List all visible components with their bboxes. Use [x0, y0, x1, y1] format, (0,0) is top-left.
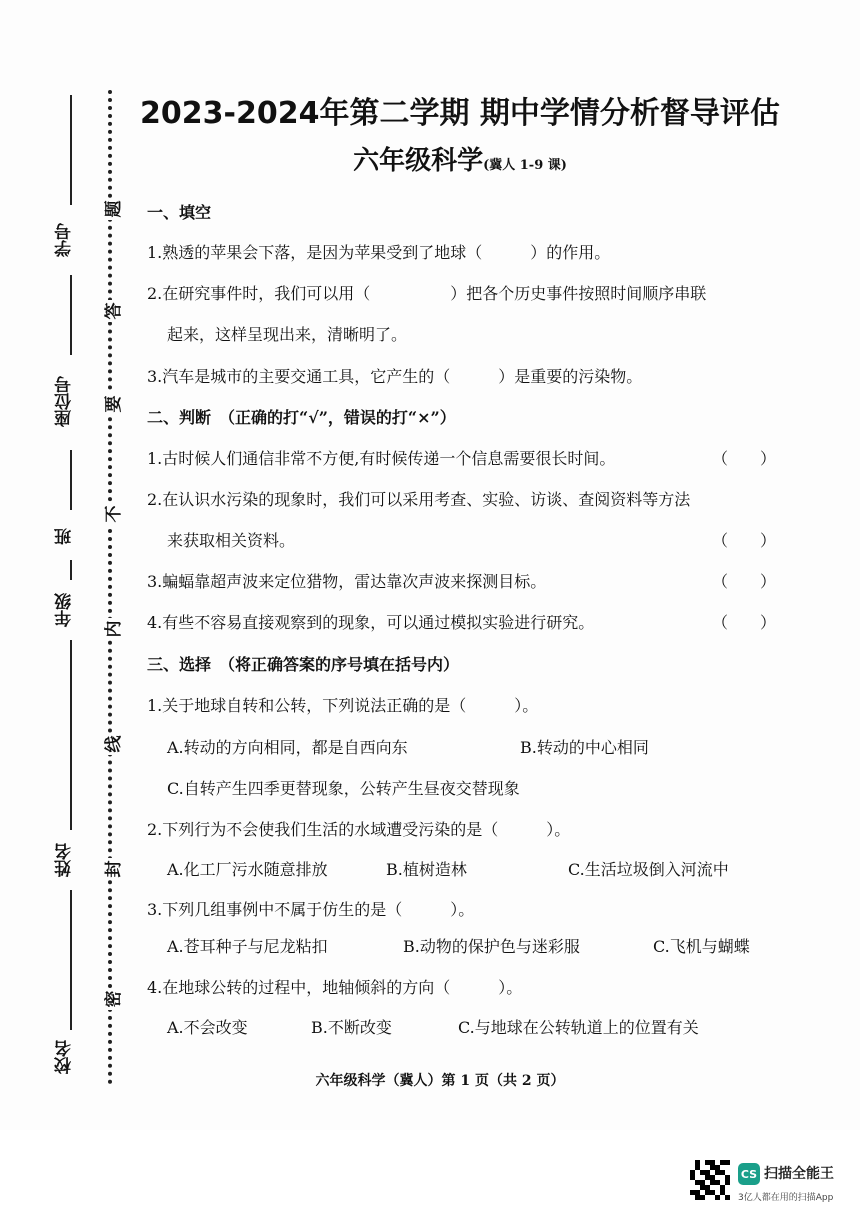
seat-no-label: 座位号	[55, 376, 75, 428]
seal-char: 线	[100, 733, 122, 755]
grade-label: 年级	[55, 593, 75, 627]
exam-title: 2023-2024年第二学期 期中学情分析督导评估	[140, 96, 780, 131]
seal-char: 封	[100, 858, 122, 880]
school-line	[70, 890, 72, 1030]
option-text: C.生活垃圾倒入河流中	[568, 860, 729, 879]
option-text: A.苍耳种子与尼龙粘扣	[167, 937, 328, 956]
class-line-bottom	[70, 560, 72, 580]
qr-code-icon	[690, 1160, 730, 1200]
seal-char: 密	[100, 988, 122, 1010]
student-no-label: 学号	[55, 223, 75, 257]
question-line: 1.古时候人们通信非常不方便,有时候传递一个信息需要很长时间。	[147, 449, 616, 468]
option-text: B.不断改变	[311, 1018, 392, 1037]
page-footer: 六年级科学（冀人）第 1 页（共 2 页）	[315, 1073, 565, 1089]
class-line-top	[70, 450, 72, 510]
seal-char: 内	[100, 618, 122, 640]
class-label: 班	[55, 528, 75, 546]
subject-name: 六年级科学	[353, 146, 484, 176]
section-heading: 二、判断 （正确的打“√”，错误的打“×”）	[147, 408, 456, 427]
option-text: C.飞机与蝴蝶	[653, 937, 750, 956]
question-line: 1.关于地球自转和公转，下列说法正确的是（ ）。	[147, 696, 539, 715]
section-heading: 三、选择 （将正确答案的序号填在括号内）	[147, 655, 460, 674]
student-no-line	[70, 95, 72, 205]
question-line: 2.在研究事件时，我们可以用（ ）把各个历史事件按照时间顺序串联	[147, 284, 707, 303]
question-line: 4.在地球公转的过程中，地轴倾斜的方向（ ）。	[147, 978, 523, 997]
answer-parentheses: （ ）	[712, 449, 777, 468]
option-text: B.转动的中心相同	[520, 738, 649, 757]
option-text: C.自转产生四季更替现象，公转产生昼夜交替现象	[167, 779, 520, 798]
exam-subtitle	[140, 140, 780, 177]
question-line: 3.下列几组事例中不属于仿生的是（ ）。	[147, 900, 475, 919]
option-text: B.动物的保护色与迷彩服	[403, 937, 580, 956]
question-line: 3.汽车是城市的主要交通工具，它产生的（ ）是重要的污染物。	[147, 367, 643, 386]
section-heading: 一、填空	[147, 203, 212, 222]
binding-strip	[0, 0, 135, 1100]
seal-char: 要	[100, 393, 122, 415]
question-line: 4.有些不容易直接观察到的现象，可以通过模拟实验进行研究。	[147, 613, 595, 632]
question-line: 2.下列行为不会使我们生活的水域遭受污染的是（ ）。	[147, 820, 571, 839]
question-line: 3.蝙蝠靠超声波来定位猎物，雷达靠次声波来探测目标。	[147, 572, 547, 591]
seal-char: 题	[100, 198, 122, 220]
seal-char: 不	[100, 503, 122, 525]
option-text: A.不会改变	[167, 1018, 248, 1037]
option-text: B.植树造林	[386, 860, 467, 879]
name-line	[70, 640, 72, 830]
option-text: A.转动的方向相同，都是自西向东	[167, 738, 408, 757]
option-text: C.与地球在公转轨道上的位置有关	[458, 1018, 699, 1037]
question-line: 来获取相关资料。	[167, 531, 296, 550]
name-label: 姓名	[55, 843, 75, 877]
camscanner-logo-icon: CS	[738, 1163, 760, 1185]
answer-parentheses: （ ）	[712, 572, 777, 591]
option-text: A.化工厂污水随意排放	[167, 860, 328, 879]
seal-dotted-line	[108, 90, 112, 1085]
answer-parentheses: （ ）	[712, 613, 777, 632]
seat-no-line	[70, 275, 72, 355]
question-line: 起来，这样呈现出来，清晰明了。	[167, 325, 408, 344]
scanner-tagline: 3亿人都在用的扫描App	[738, 1193, 834, 1203]
school-label: 校名	[55, 1040, 75, 1074]
seal-char: 答	[100, 300, 122, 322]
answer-parentheses: （ ）	[712, 531, 777, 550]
question-line: 2.在认识水污染的现象时，我们可以采用考查、实验、访谈、查阅资料等方法	[147, 490, 691, 509]
question-line: 1.熟透的苹果会下落，是因为苹果受到了地球（ ）的作用。	[147, 243, 611, 262]
subject-note: (冀人 1-9 课)	[483, 158, 567, 173]
scanner-app-name: 扫描全能王	[764, 1166, 834, 1182]
